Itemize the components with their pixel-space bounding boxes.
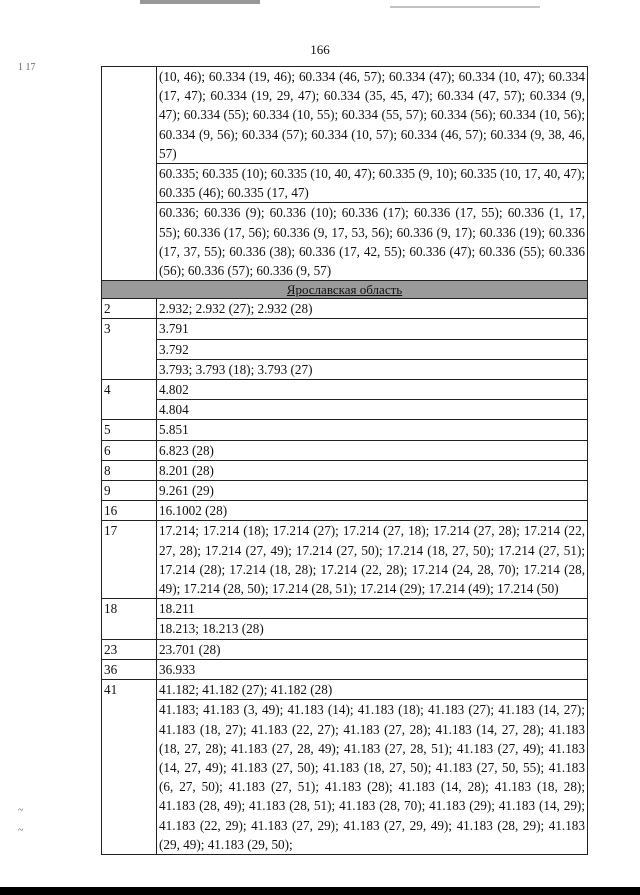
table-row — [102, 400, 588, 420]
codes-cell: 18.213; 18.213 (28) — [157, 619, 588, 639]
margin-mark: 1 17 — [18, 62, 36, 73]
table-row — [102, 639, 588, 659]
table-row — [102, 359, 588, 379]
number-cell — [102, 67, 157, 281]
table-row — [102, 481, 588, 501]
codes-cell: 4.802 — [157, 380, 588, 400]
group-number: 2 — [102, 299, 157, 319]
codes-cell: 3.791 — [157, 319, 588, 339]
group-number: 3 — [102, 319, 157, 380]
region-title: Ярославская область — [102, 281, 588, 299]
codes-cell: 60.335; 60.335 (10); 60.335 (10, 40, 47); 60.335 (9, 10); 60.335 (10, 17, 40, 47); 60.335 (46); 60.335 (17, 47) — [157, 164, 588, 203]
group-number: 41 — [102, 680, 157, 855]
group-number: 6 — [102, 440, 157, 460]
codes-cell: 23.701 (28) — [157, 639, 588, 659]
table-row — [102, 659, 588, 679]
page-number: 166 — [310, 42, 330, 57]
group-number: 4 — [102, 380, 157, 420]
table-row — [102, 680, 588, 700]
codes-cell: (10, 46); 60.334 (19, 46); 60.334 (46, 57); 60.334 (47); 60.334 (10, 47); 60.334 (17, 47); 60.334 (19, 29, 47); 60.334 (35, 45, 47); 60.334 (47, 57); 60.334 (9, 47); 60.334 (55); 60.334 (10, 55); 60.334 (55, 57); 60.334 (56); 60.334 (10, 56); 60.334 (9, 56); 60.334 (57); 60.334 (10, 57); 60.334 (46, 57); 60.334 (9, 38, 46, 57) — [157, 67, 588, 164]
table-row — [102, 339, 588, 359]
group-number: 8 — [102, 460, 157, 480]
codes-cell: 18.211 — [157, 599, 588, 619]
scan-border-bottom — [0, 887, 640, 895]
table-row — [102, 521, 588, 599]
table-row — [102, 299, 588, 319]
margin-mark: ~ — [18, 805, 24, 816]
codes-cell: 2.932; 2.932 (27); 2.932 (28) — [157, 299, 588, 319]
scan-smudge-top — [140, 0, 260, 4]
codes-table — [101, 66, 588, 855]
table-row — [102, 501, 588, 521]
table-row — [102, 203, 588, 281]
group-number: 18 — [102, 599, 157, 639]
codes-cell: 41.182; 41.182 (27); 41.182 (28) — [157, 680, 588, 700]
group-number: 9 — [102, 481, 157, 501]
group-number: 23 — [102, 639, 157, 659]
codes-cell: 8.201 (28) — [157, 460, 588, 480]
codes-cell: 6.823 (28) — [157, 440, 588, 460]
table-row — [102, 440, 588, 460]
group-number: 17 — [102, 521, 157, 599]
table-row — [102, 67, 588, 164]
table-row — [102, 420, 588, 440]
codes-cell: 4.804 — [157, 400, 588, 420]
codes-cell: 17.214; 17.214 (18); 17.214 (27); 17.214 (27, 18); 17.214 (27, 28); 17.214 (22, 27, 28); 17.214 (27, 49); 17.214 (27, 50); 17.214 (18, 27, 50); 17.214 (27, 51); 17.214 (28); 17.214 (18, 28); 17.214 (22, 28); 17.214 (24, 28, 70); 17.214 (28, 49); 17.214 (28, 50); 17.214 (28, 51); 17.214 (29); 17.214 (49); 17.214 (50) — [157, 521, 588, 599]
scan-smudge-top-right — [390, 6, 540, 8]
top-section — [102, 67, 588, 299]
table-row — [102, 700, 588, 855]
codes-cell: 3.792 — [157, 339, 588, 359]
region-header-row — [102, 281, 588, 299]
table-row — [102, 619, 588, 639]
codes-cell: 9.261 (29) — [157, 481, 588, 501]
group-number: 5 — [102, 420, 157, 440]
table-row — [102, 460, 588, 480]
codes-cell: 5.851 — [157, 420, 588, 440]
margin-mark: ~ — [18, 825, 24, 836]
codes-cell: 60.336; 60.336 (9); 60.336 (10); 60.336 (17); 60.336 (17, 55); 60.336 (1, 17, 55); 60.336 (17, 56); 60.336 (9, 17, 53, 56); 60.336 (9, 17); 60.336 (19); 60.336 (17, 37, 55); 60.336 (38); 60.336 (17, 42, 55); 60.336 (47); 60.336 (55); 60.336 (56); 60.336 (57); 60.336 (9, 57) — [157, 203, 588, 281]
table-row — [102, 164, 588, 203]
group-number: 16 — [102, 501, 157, 521]
codes-cell: 41.183; 41.183 (3, 49); 41.183 (14); 41.183 (18); 41.183 (27); 41.183 (14, 27); 41.183 (18, 27); 41.183 (22, 27); 41.183 (27, 28); 41.183 (14, 27, 28); 41.183 (18, 27, 28); 41.183 (27, 28, 49); 41.183 (27, 28, 51); 41.183 (27, 49); 41.183 (14, 27, 49); 41.183 (27, 50); 41.183 (18, 27, 50); 41.183 (27, 50, 55); 41.183 (6, 27, 50); 41.183 (27, 51); 41.183 (28); 41.183 (14, 28); 41.183 (18, 28); 41.183 (28, 49); 41.183 (28, 51); 41.183 (28, 70); 41.183 (29); 41.183 (14, 29); 41.183 (22, 29); 41.183 (27, 29); 41.183 (27, 29, 49); 41.183 (28, 29); 41.183 (29, 49); 41.183 (29, 50); — [157, 700, 588, 855]
codes-cell: 36.933 — [157, 659, 588, 679]
table-row — [102, 599, 588, 619]
codes-cell: 16.1002 (28) — [157, 501, 588, 521]
table-row — [102, 319, 588, 339]
table-row — [102, 380, 588, 400]
group-number: 36 — [102, 659, 157, 679]
groups-section — [102, 299, 588, 855]
codes-cell: 3.793; 3.793 (18); 3.793 (27) — [157, 359, 588, 379]
